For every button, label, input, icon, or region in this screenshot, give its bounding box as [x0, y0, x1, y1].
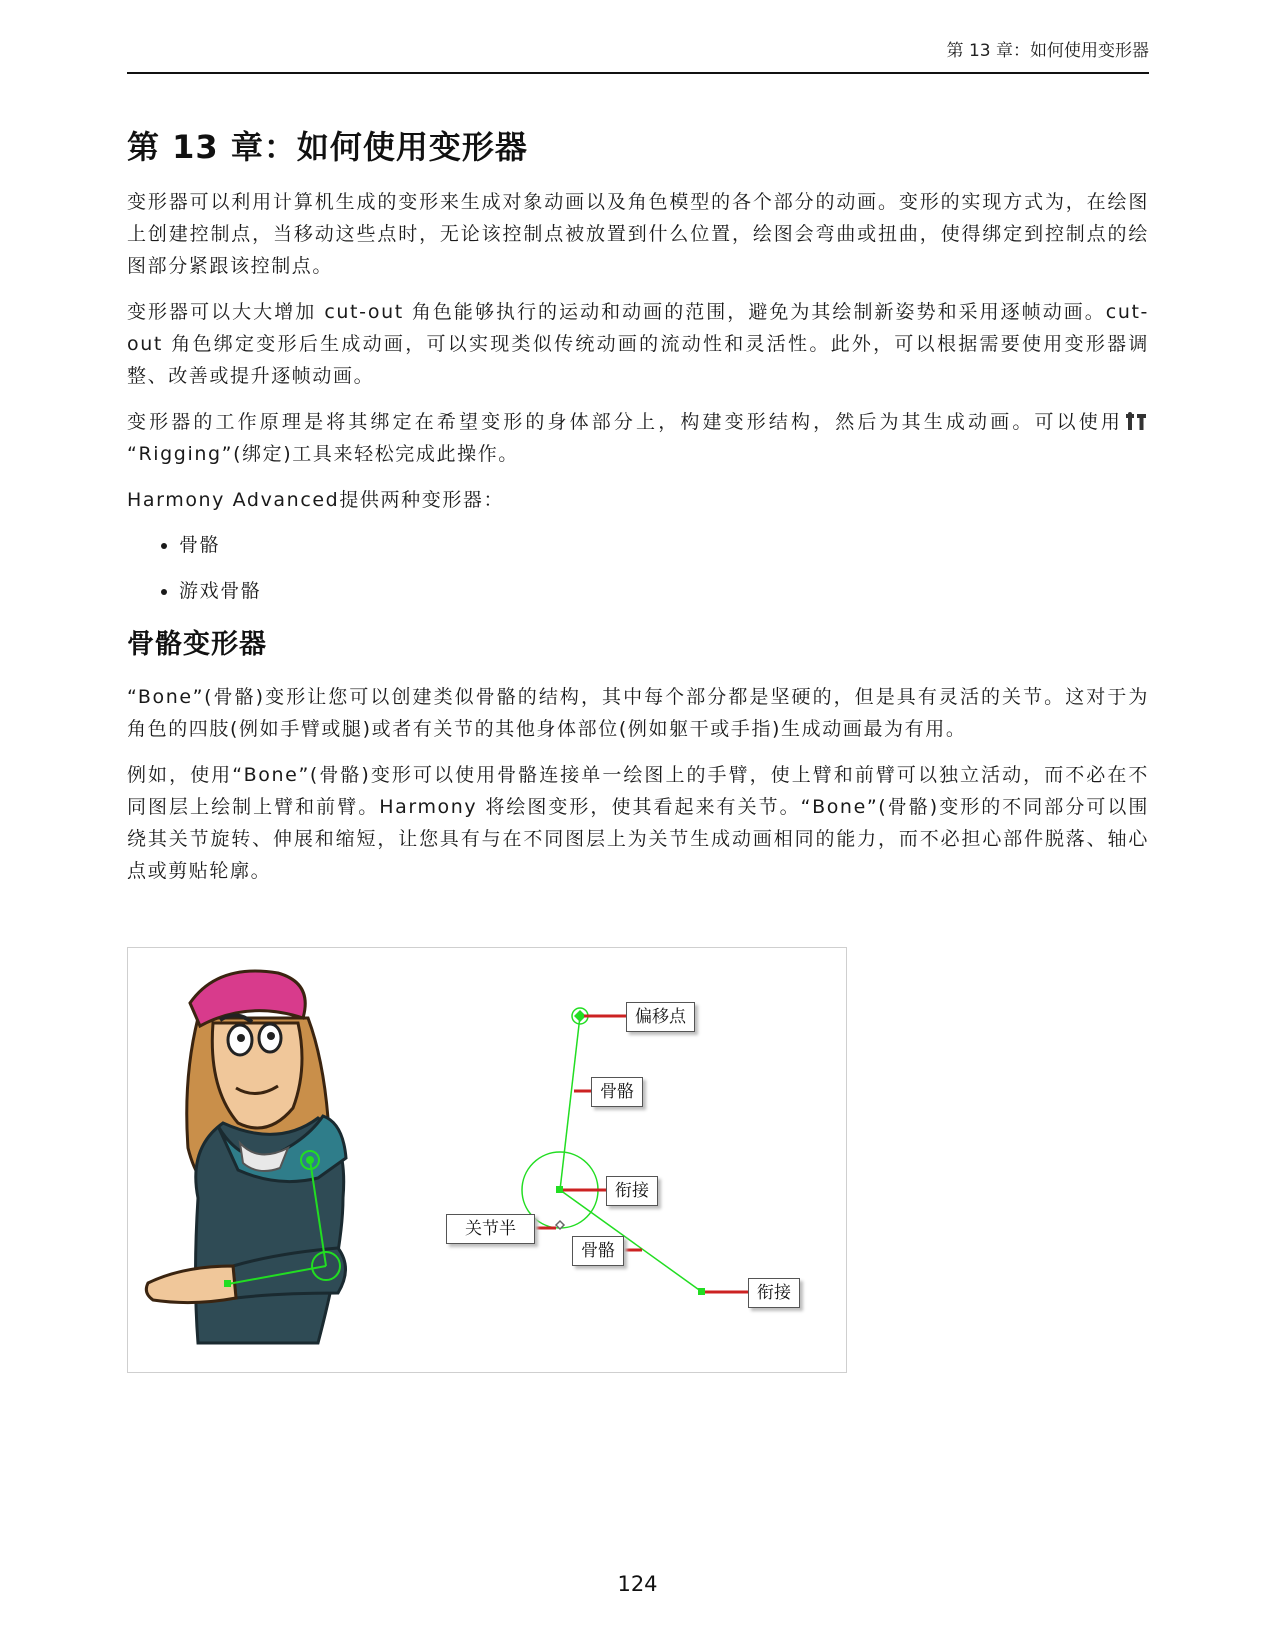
list-item: • 游戏骨骼 — [179, 576, 1149, 606]
callout-joint-radius: 关节半 — [446, 1214, 535, 1244]
section-heading-bone: 骨骼变形器 — [127, 629, 267, 660]
intro-paragraph-2: 变形器可以大大增加 cut-out 角色能够执行的运动和动画的范围，避免为其绘制新姿势和采用逐帧动画。cut-out 角色绑定变形后生成动画，可以实现类似传统动画的流动性和灵活性。此外，可以根据需要使用变形器调整、改善或提升逐帧动画。 — [127, 301, 1149, 387]
intro-paragraph-3 — [127, 406, 1149, 470]
callout-leaders — [518, 1016, 748, 1292]
running-header: 第 13 章：如何使用变形器 — [946, 41, 1149, 61]
figure-illustration — [128, 948, 848, 1374]
callout-bone-upper: 骨骼 — [591, 1077, 643, 1107]
callout-joint-upper: 衔接 — [606, 1176, 658, 1206]
list-item: • 骨骼 — [179, 530, 1149, 560]
callout-offset-point: 偏移点 — [626, 1002, 695, 1032]
intro-paragraph-4: Harmony Advanced提供两种变形器： — [127, 489, 505, 511]
intro-paragraph-3-before: 变形器的工作原理是将其绑定在希望变形的身体部分上，构建变形结构，然后为其生成动画。可以使用 — [127, 411, 1123, 433]
callout-bone-lower: 骨骼 — [572, 1236, 624, 1266]
bone-paragraph-1: “Bone”(骨骼)变形让您可以创建类似骨骼的结构，其中每个部分都是坚硬的，但是具有灵活的关节。这对于为角色的四肢(例如手臂或腿)或者有关节的其他身体部位(例如躯干或手指)生成动画最为有用。 — [127, 686, 1149, 740]
rigging-tool-icon — [1125, 411, 1147, 431]
intro-paragraph-3-after: “Rigging”(绑定)工具来轻松完成此操作。 — [127, 443, 519, 465]
body-content — [127, 186, 1149, 901]
intro-paragraph-1: 变形器可以利用计算机生成的变形来生成对象动画以及角色模型的各个部分的动画。变形的实现方式为，在绘图上创建控制点，当移动这些点时，无论该控制点被放置到什么位置，绘图会弯曲或扭曲，使得绑定到控制点的绘图部分紧跟该控制点。 — [127, 191, 1149, 277]
bone-paragraph-2: 例如，使用“Bone”(骨骼)变形可以使用骨骼连接单一绘图上的手臂，使上臂和前臂可以独立活动，而不必在不同图层上绘制上臂和前臂。Harmony 将绘图变形，使其看起来有关节。“Bone”(骨骼)变形的不同部分可以围绕其关节旋转、伸展和缩短，让您具有与在不同图层上为关节生成动画相同的能力，而不必担心部件脱落、轴心点或剪贴轮廓。 — [127, 764, 1149, 882]
bone-deformer-figure — [127, 947, 847, 1373]
header-rule — [127, 72, 1149, 74]
page-number: 124 — [617, 1572, 658, 1596]
callout-joint-lower: 衔接 — [748, 1278, 800, 1308]
character-illustration — [146, 971, 346, 1343]
chapter-title: 第 13 章：如何使用变形器 — [127, 128, 528, 166]
deformer-type-list — [127, 530, 1149, 606]
